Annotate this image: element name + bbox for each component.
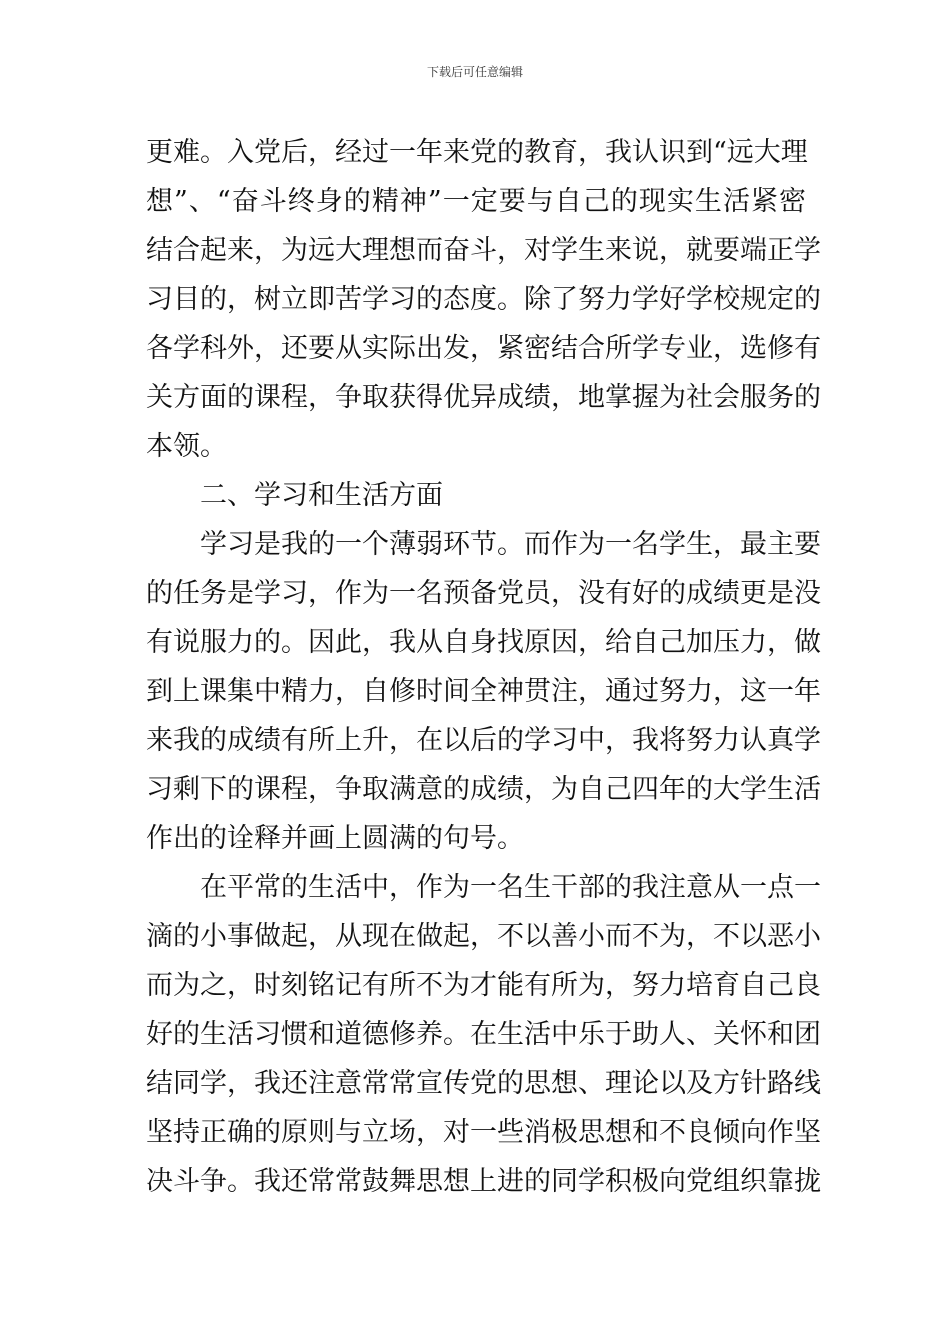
text-line: 更难。入党后，经过一年来党的教育，我认识到“远大理: [146, 137, 808, 168]
text-line: 而为之，时刻铭记有所不为才能有所为，努力培育自己良: [146, 970, 821, 1001]
text-line: 在平常的生活中，作为一名生干部的我注意从一点一: [200, 872, 821, 903]
text-line: 有说服力的。因此，我从自身找原因，给自己加压力，做: [146, 627, 821, 658]
text-line: 习剩下的课程，争取满意的成绩，为自己四年的大学生活: [146, 774, 821, 805]
section-heading: 二、学习和生活方面: [200, 480, 443, 511]
text-line: 坚持正确的原则与立场，对一些消极思想和不良倾向作坚: [146, 1117, 821, 1148]
text-line: 学习是我的一个薄弱环节。而作为一名学生，最主要: [200, 529, 821, 560]
text-line: 关方面的课程，争取获得优异成绩，地掌握为社会服务的: [146, 382, 821, 413]
text-line: 各学科外，还要从实际出发，紧密结合所学专业，选修有: [146, 333, 821, 364]
page-header: 下载后可任意编辑: [426, 65, 523, 79]
document-body: [146, 128, 821, 1206]
text-line: 决斗争。我还常常鼓舞思想上进的同学积极向党组织靠拢: [146, 1166, 821, 1197]
text-line: 习目的，树立即苦学习的态度。除了努力学好学校规定的: [146, 284, 821, 315]
text-line: 结合起来，为远大理想而奋斗，对学生来说，就要端正学: [146, 235, 821, 266]
text-line: 本领。: [146, 431, 227, 462]
text-line: 滴的小事做起，从现在做起，不以善小而不为，不以恶小: [146, 921, 821, 952]
text-line: 的任务是学习，作为一名预备党员，没有好的成绩更是没: [146, 578, 821, 609]
text-line: 来我的成绩有所上升，在以后的学习中，我将努力认真学: [146, 725, 821, 756]
text-line: 好的生活习惯和道德修养。在生活中乐于助人、关怀和团: [146, 1019, 821, 1050]
text-line: 作出的诠释并画上圆满的句号。: [146, 823, 524, 854]
text-line: 想”、“奋斗终身的精神”一定要与自己的现实生活紧密: [146, 186, 806, 217]
text-line: 结同学，我还注意常常宣传党的思想、理论以及方针路线: [146, 1068, 821, 1099]
text-line: 到上课集中精力，自修时间全神贯注，通过努力，这一年: [146, 676, 821, 707]
